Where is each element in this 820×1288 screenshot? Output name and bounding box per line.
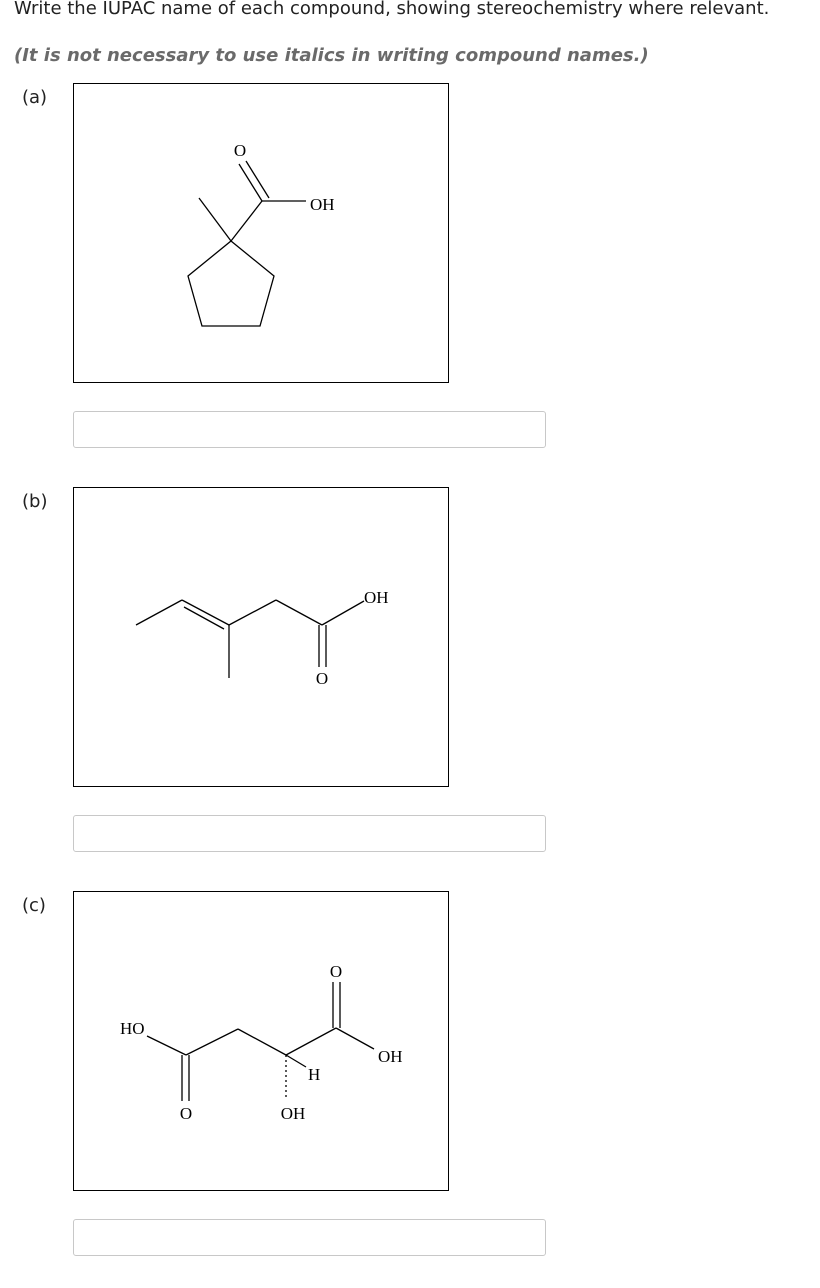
atom-oh-right: OH [378, 1047, 403, 1066]
structure-c [73, 891, 449, 1191]
italics-note: (It is not necessary to use italics in writing compound names.) [14, 45, 649, 66]
cc-double-bond-2 [184, 607, 224, 629]
chain-bond-2 [238, 1029, 286, 1055]
hydroxyl-bond [322, 601, 364, 625]
atom-oh-hashed: OH [280, 1104, 306, 1123]
structure-a [73, 83, 449, 383]
carbonyl-double-bond-1 [239, 164, 262, 201]
carbonyl-double-bond-2 [246, 161, 269, 198]
question-label-a: (a) [22, 87, 48, 108]
atom-ho: HO [120, 1019, 145, 1038]
methyl-bond [199, 198, 231, 241]
chain-bond-2 [276, 600, 322, 625]
chain-bond-1 [229, 600, 276, 625]
atom-oh: OH [364, 588, 389, 607]
instruction-text: Write the IUPAC name of each compound, showing stereochemistry where relevant. [14, 0, 770, 19]
question-label-b: (b) [22, 491, 48, 512]
structure-a-drawing [74, 84, 450, 384]
ethyl-bond [136, 600, 182, 625]
chain-bond-3 [286, 1028, 336, 1055]
question-label-c: (c) [22, 895, 46, 916]
atom-o-left: O [179, 1104, 193, 1123]
cyclopentane-ring [188, 241, 274, 326]
atom-o-right: O [329, 962, 343, 981]
chain-bond-1 [186, 1029, 238, 1055]
structure-c-drawing [74, 892, 450, 1192]
answer-input-c[interactable] [73, 1219, 546, 1256]
structure-b-drawing [74, 488, 450, 788]
ho-bond [147, 1036, 186, 1055]
structure-b [73, 487, 449, 787]
atom-oh: OH [310, 195, 335, 214]
atom-o: O [233, 141, 247, 160]
answer-input-b[interactable] [73, 815, 546, 852]
answer-input-a[interactable] [73, 411, 546, 448]
atom-h: H [308, 1065, 321, 1084]
atom-o: O [315, 669, 329, 688]
h-bond [286, 1055, 306, 1067]
oh-bond [336, 1028, 374, 1049]
carbon-bond [231, 201, 262, 241]
cc-double-bond-1 [182, 600, 229, 625]
